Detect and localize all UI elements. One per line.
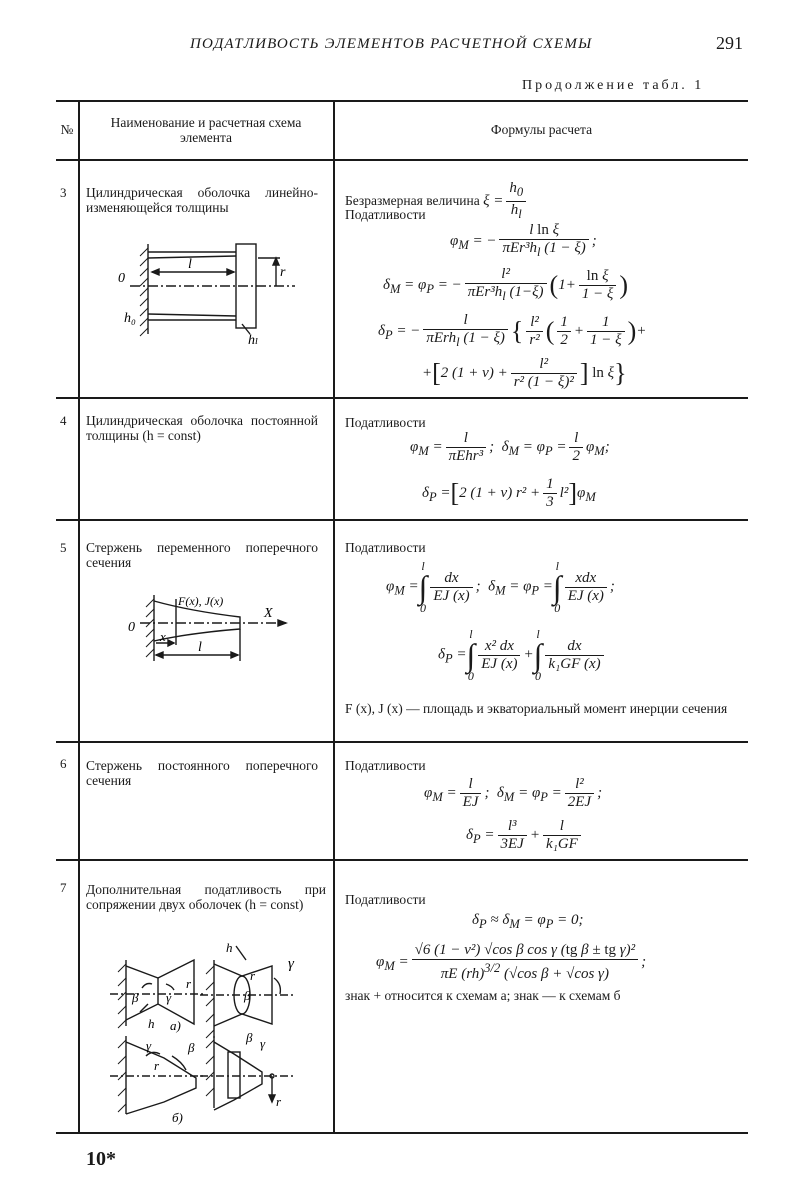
row-7-label-a: а) [170, 1018, 181, 1033]
row-3-name: Цилиндрическая оболочка линейно-изменяющейся толщины [86, 185, 318, 215]
table-continuation: Продолжение табл. 1 [522, 78, 705, 93]
row-4-formula-phi: $\varphi_M$ = $\frac{l}{\text{πEhr³}}$ ; $\delta_M = \varphi_P$ = $\frac{l}{2}$ $\varphi_M$; [410, 430, 610, 464]
row-5-note: F (x), J (x) — площадь и экваториальный момент инерции сечения [345, 701, 728, 716]
page-number: 291 [716, 33, 743, 53]
row-7-formula-delta: $\delta_P \approx \delta_M = \varphi_P = 0$; [472, 912, 584, 931]
row-6-name: Стержень постоянного поперечного сечения [86, 758, 318, 788]
row-5-formula-phi: $\varphi_M$ = l ∫ 0 $\frac{dx}{EJ (x)}$ ; $\delta_M = \varphi_P$ = l ∫ 0 $\frac{\text{xdx}}{EJ (x)}$ ; [386, 559, 615, 615]
row-7-label-h-a1: h [148, 1016, 155, 1031]
row-5-formula-label: Податливости [345, 540, 426, 555]
row-6-number: 6 [60, 756, 67, 771]
row-6-formula-delta-p: $\delta_P$ = $\frac{\text{l³}}{3EJ}$ + $\frac{l}{\text{k₁GF}}$ [466, 818, 584, 853]
row-7-label-gamma-a1: γ [166, 990, 172, 1005]
column-divider-1 [78, 100, 80, 1134]
row-7-label-b: б) [172, 1110, 183, 1125]
row-4-formula-label: Податливости [345, 415, 426, 430]
row-7-name: Дополнительная податливость при сопряжении двух оболочек (h = const) [86, 882, 326, 912]
row-3-label-r: r [280, 265, 286, 280]
header-number: № [60, 122, 74, 137]
row-7-label-r-b2: r [276, 1094, 282, 1109]
table-top-rule [56, 100, 748, 102]
row-7-label-beta-a2: β [244, 988, 251, 1003]
row-5-label-zero: 0 [128, 620, 135, 635]
row-4-bottom-rule [56, 519, 748, 521]
row-3-label-zero: 0 [118, 271, 125, 286]
row-7-number: 7 [60, 880, 67, 895]
row-3-formula-label: Податливости [345, 207, 426, 222]
column-divider-2 [333, 100, 335, 1134]
row-7-label-h-a2: h [226, 940, 233, 955]
row-4-formula-delta-p: $\delta_P =[2$ (1 + ν) r² + $\frac{1}{3}$ $l^2]\varphi_M$ [422, 476, 596, 510]
row-6-bottom-rule [56, 859, 748, 861]
sheet-signature: 10* [86, 1148, 116, 1170]
row-5-rod-diagram [120, 585, 290, 670]
row-5-number: 5 [60, 540, 67, 555]
table-bottom-rule [56, 1132, 748, 1134]
row-4-name: Цилиндрическая оболочка постоянной толщины (h = const) [86, 413, 318, 443]
header-formulas: Формулы расчета [490, 122, 593, 137]
row-3-formula-intro: Безразмерная величина ξ = $\frac{h_0}{h_l}$ [345, 180, 529, 223]
row-3-label-hl: hₗ [248, 333, 259, 348]
row-7-formula-phi: $\varphi_M$ = $\frac{\text{√6 (1 − ν²) √cos β cos γ (tg β ± tg γ)²}}{\pi E (rh)^{3/2} (√\cos \beta + √\cos \gamma)}$ ; [376, 942, 647, 982]
row-5-name: Стержень переменного поперечного сечения [86, 540, 318, 570]
row-6-formula-label: Податливости [345, 758, 426, 773]
row-5-label-fx: F(x), J(x) [178, 594, 224, 608]
row-3-formula-delta-p-cont: +[2 (1 + ν) + $\frac{\text{l²}}{\text{r² (1 − ξ)²}}$ ] ln ξ} [422, 356, 627, 390]
row-7-label-beta-a1: β [132, 990, 139, 1005]
row-7-label-beta-b2: β [246, 1030, 253, 1045]
row-7-label-r-b1: r [154, 1058, 160, 1073]
row-3-number: 3 [60, 185, 67, 200]
row-5-bottom-rule [56, 741, 748, 743]
row-7-note: знак + относится к схемам а; знак — к схемам б [345, 988, 621, 1003]
row-5-label-X: X [264, 606, 273, 621]
row-7-junction-diagram [96, 938, 324, 1128]
row-3-intro-text: Безразмерная величина [345, 192, 480, 208]
row-3-formula-phi: $\varphi_M$ = − $\frac{\text{l ln ξ}}{\pi Er^3h_l (1 - \xi)}$ ; [450, 222, 597, 259]
row-6-formula-phi: $\varphi_M$ = $\frac{l}{EJ}$ ; $\delta_M = \varphi_P$ = $\frac{\text{l²}}{2EJ}$ ; [424, 776, 603, 810]
row-7-label-beta-b1: β [188, 1040, 195, 1055]
row-7-label-gamma-a2: γ [288, 956, 294, 972]
row-5-label-x: x [160, 629, 166, 644]
row-7-label-r-a1: r [186, 976, 192, 991]
row-4-number: 4 [60, 413, 67, 428]
row-3-label-l: l [188, 257, 192, 272]
row-3-formula-delta-m: $\delta_M = \varphi_P$ = − $\frac{\text{l²}}{\pi Er^3h_l (1-\xi)}$ (1+ $\frac{\text{ln ξ}}{1 - \xi}$ ) [383, 266, 629, 303]
row-5-formula-delta-p: $\delta_P$ = l ∫ 0 $\frac{\text{x² dx}}{EJ (x)}$ + l ∫ 0 $\frac{dx}{\text{k₁GF (x)}}$ [438, 628, 607, 682]
row-7-label-gamma-b1: γ [146, 1038, 152, 1053]
row-3-shell-diagram [110, 238, 300, 348]
row-7-label-gamma-b2: γ [260, 1036, 266, 1051]
row-3-bottom-rule [56, 397, 748, 399]
row-3-label-h0: h₀ [124, 311, 136, 326]
running-title: ПОДАТЛИВОСТЬ ЭЛЕМЕНТОВ РАСЧЕТНОЙ СХЕМЫ [190, 36, 593, 52]
row-7-label-r-a2: r [250, 968, 256, 983]
row-3-formula-delta-p: $\delta_P$ = − $\frac{l}{\pi Erh_l (1 - \xi)}$ { $\frac{\text{l²}}{\text{r²}}$ ( $\frac{1}{2}$ + $\frac{1}{1 - \xi}$ )+ [378, 312, 647, 349]
row-5-label-l: l [198, 640, 202, 655]
header-name: Наименование и расчетная схема элемента [110, 115, 302, 145]
header-bottom-rule [56, 159, 748, 161]
row-7-formula-label: Податливости [345, 892, 426, 907]
